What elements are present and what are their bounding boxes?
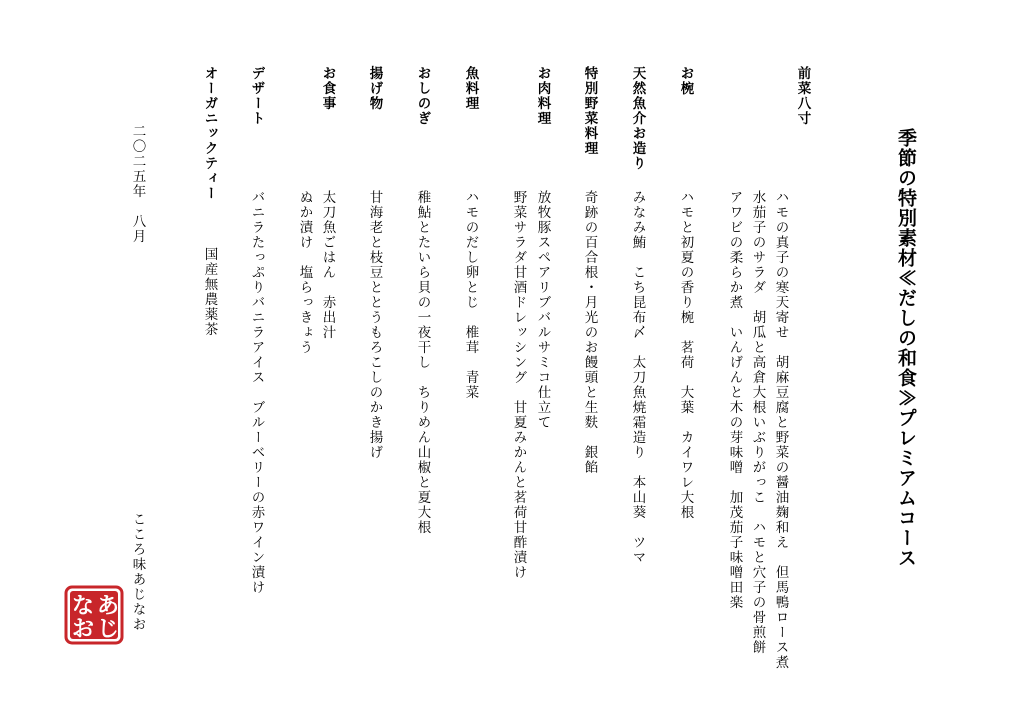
- course-label-dessert: デザート: [248, 66, 265, 126]
- course-label-oshokuji: お食事: [319, 66, 336, 111]
- course-line: ハモと初夏の香り椀 茗荷 大葉 カイワレ大根: [677, 190, 694, 520]
- course-label-zensai: 前菜八寸: [794, 66, 811, 126]
- course-line: 水茄子のサラダ 胡瓜と高倉大根いぶりがっこ ハモと穴子の骨煎餅: [749, 190, 766, 655]
- course-line: 太刀魚ごはん 赤出汁: [319, 190, 336, 340]
- course-label-tea: オーガニックティー: [201, 66, 218, 201]
- course-label-yasai: 特別野菜料理: [581, 66, 598, 156]
- course-label-agemono: 揚げ物: [366, 66, 383, 111]
- course-line: ぬか漬け 塩らっきょう: [296, 190, 313, 355]
- course-label-sakana: 魚料理: [462, 66, 479, 111]
- course-line: ハモの真子の寒天寄せ 胡麻豆腐と野菜の醤油麹和え 但馬鴨ロース煮: [772, 190, 789, 670]
- course-label-otsukuri: 天然魚介お造り: [629, 66, 646, 171]
- restaurant-seal-logo: [64, 585, 124, 645]
- svg-text:じ: じ: [97, 617, 120, 642]
- course-line: アワビの柔らか煮 いんげんと木の芽味噌 加茂茄子味噌田楽: [726, 190, 743, 610]
- course-line: 甘海老と枝豆ととうもろこしのかき揚げ: [366, 190, 383, 460]
- course-line: 国産無農薬茶: [201, 247, 218, 337]
- svg-text:な: な: [72, 594, 95, 619]
- course-line: 稚鮎とたいら貝の一夜干し ちりめん山椒と夏大根: [414, 190, 431, 535]
- course-label-owan: お椀: [677, 66, 694, 96]
- menu-title: 季節の特別素材≪だしの和食≫プレミアムコース: [895, 128, 917, 568]
- restaurant-name: こころ味あじなお: [129, 512, 146, 632]
- course-label-oniku: お肉料理: [534, 66, 551, 126]
- menu-date: 二〇二五年 八月: [129, 124, 146, 244]
- course-line: 奇跡の百合根・月光のお饅頭と生麩 銀餡: [581, 190, 598, 475]
- course-line: 放牧豚スペアリブバルサミコ仕立て: [534, 190, 551, 430]
- svg-text:お: お: [72, 617, 95, 642]
- course-line: みなみ鮪 こち昆布〆 太刀魚焼霜造り 本山葵 ツマ: [629, 190, 646, 565]
- course-line: ハモのだし卵とじ 椎茸 青菜: [462, 190, 479, 400]
- course-line: バニラたっぷりバニラアイス ブルーベリーの赤ワイン漬け: [248, 190, 265, 595]
- svg-text:あ: あ: [97, 594, 120, 619]
- course-label-oshinogi: おしのぎ: [414, 66, 431, 126]
- course-line: 野菜サラダ甘酒ドレッシング 甘夏みかんと茗荷甘酢漬け: [510, 190, 527, 580]
